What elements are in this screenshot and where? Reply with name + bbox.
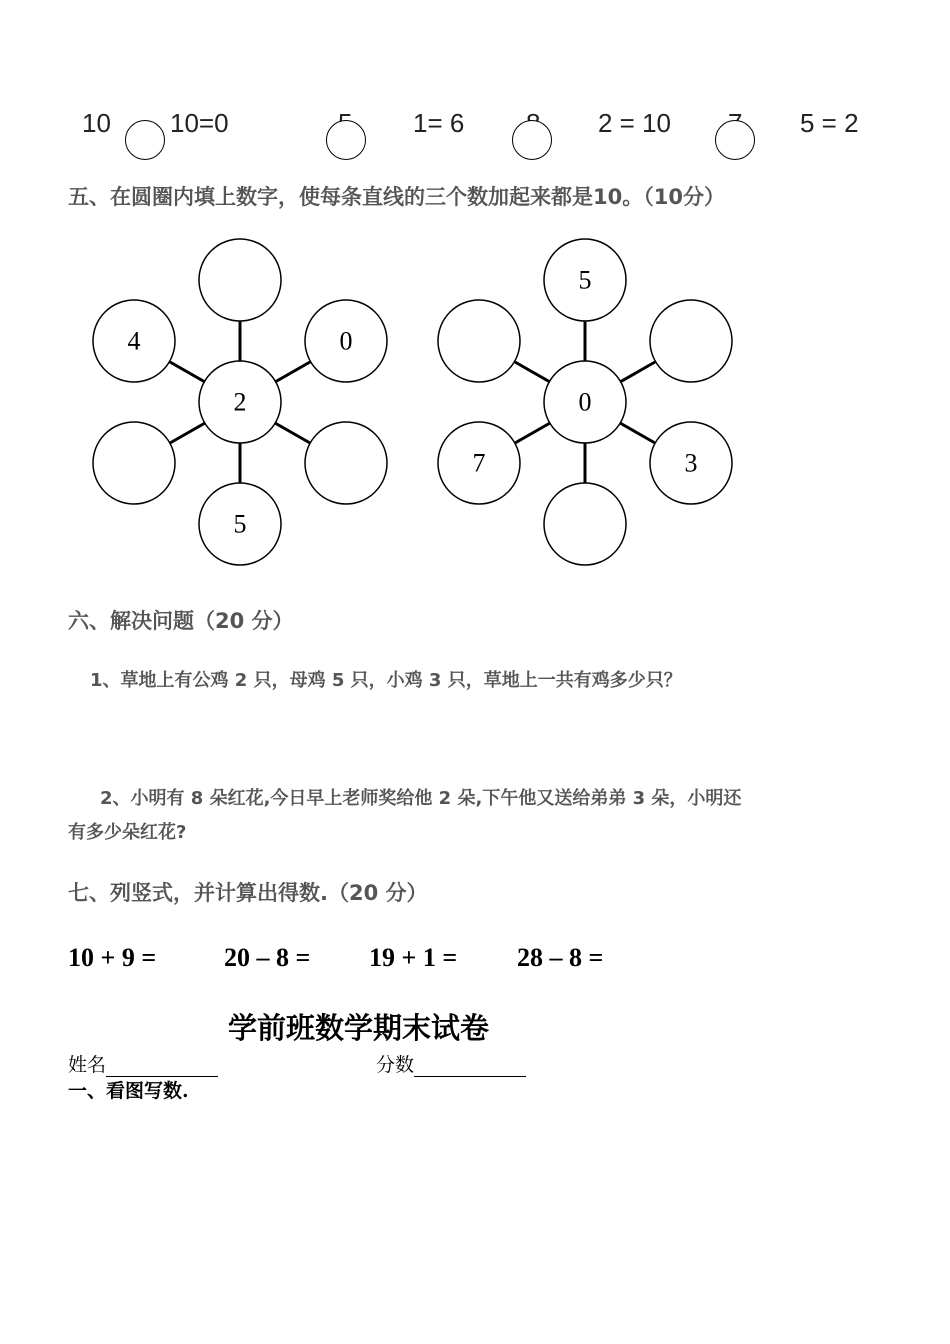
compare-left-operand-1: 10	[82, 108, 111, 138]
section7-heading: 七、列竖式，并计算出得数.（20 分）	[68, 881, 428, 905]
problem-2-text-line1: 2、小明有 8 朵红花,今日早上老师奖给他 2 朵,下午他又送给弟弟 3 朵，小明还	[100, 788, 742, 809]
score-label: 分数	[376, 1054, 415, 1076]
section6-heading: 六、解决问题（20 分）	[68, 609, 294, 633]
equation-4: 28 – 8 =	[517, 943, 604, 972]
name-field[interactable]	[68, 1050, 218, 1077]
right-star-lower-left-number: 7	[472, 448, 486, 478]
compare-right-expression-2: 1= 6	[413, 108, 465, 138]
compare-right-expression-3: 2 = 10	[598, 108, 672, 138]
left-star-top-circle[interactable]	[199, 239, 281, 321]
problem-1-text: 1、草地上有公鸡 2 只，母鸡 5 只，小鸡 3 只，草地上一共有鸡多少只？	[90, 670, 682, 691]
compare-right-expression-4: 5 = 2	[800, 108, 859, 138]
score-field[interactable]	[376, 1050, 526, 1077]
right-star-lower-right-number: 3	[684, 448, 698, 478]
exam-title: 学前班数学期末试卷	[228, 1011, 490, 1045]
compare-right-expression-1: 10=0	[170, 108, 229, 138]
score-blank-line[interactable]	[414, 1054, 526, 1077]
left-star-lower-left-circle[interactable]	[93, 422, 175, 504]
left-star-upper-left-number: 4	[127, 326, 141, 356]
number-stars-figure	[0, 0, 950, 600]
equation-1: 10 + 9 =	[68, 943, 157, 972]
left-star-center-number: 2	[233, 387, 247, 417]
section5-heading: 五、在圆圈内填上数字，使每条直线的三个数加起来都是10。（10分）	[68, 185, 725, 209]
right-star-upper-right-circle[interactable]	[650, 300, 732, 382]
equation-2: 20 – 8 =	[224, 943, 311, 972]
name-label: 姓名	[68, 1054, 107, 1076]
right-star-bottom-circle[interactable]	[544, 483, 626, 565]
name-blank-line[interactable]	[106, 1054, 218, 1077]
left-star-upper-right-number: 0	[339, 326, 353, 356]
left-star-lower-right-circle[interactable]	[305, 422, 387, 504]
right-star-center-number: 0	[578, 387, 592, 417]
section1-heading: 一、看图写数.	[68, 1080, 189, 1102]
equation-3: 19 + 1 =	[369, 943, 458, 972]
problem-2-text-line2: 有多少朵红花?	[68, 822, 187, 843]
left-star-bottom-number: 5	[233, 509, 247, 539]
right-star-upper-left-circle[interactable]	[438, 300, 520, 382]
right-star-top-number: 5	[578, 265, 592, 295]
